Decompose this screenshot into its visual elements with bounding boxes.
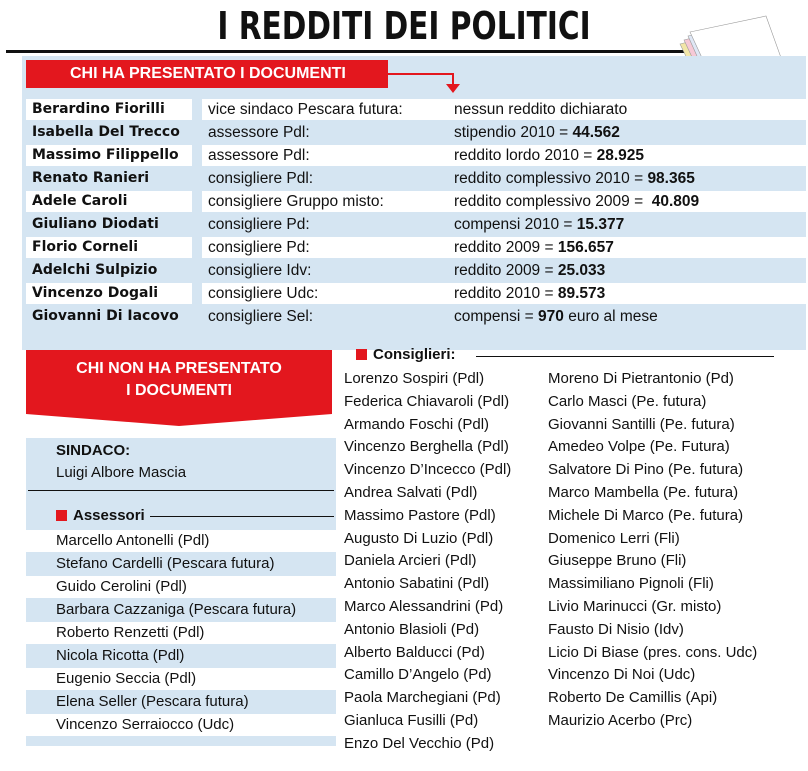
arrow-line (388, 73, 454, 75)
arrow-down-icon (446, 84, 460, 93)
politician-name (26, 237, 192, 258)
consiglieri-rule (476, 356, 774, 357)
income-cell (448, 122, 806, 143)
income-text: reddito complessivo 2009 = (454, 193, 652, 210)
income-value: 98.365 (647, 170, 695, 187)
income-text: reddito 2009 = (454, 239, 558, 256)
square-bullet-icon (56, 510, 67, 521)
table-row (26, 260, 786, 281)
not-presented-heading-line2: I DOCUMENTI (126, 382, 232, 399)
politician-role (202, 283, 460, 304)
name-text: Berardino Fiorilli (32, 101, 165, 117)
list-item: Massimo Pastore (Pdl) (344, 506, 496, 524)
income-value: 25.033 (557, 262, 606, 279)
table-row (26, 122, 786, 143)
role-text: consigliere Pd: (208, 239, 310, 256)
list-item: Fausto Di Nisio (Idv) (548, 620, 684, 638)
not-presented-heading (26, 350, 332, 414)
list-item: Roberto De Camillis (Api) (548, 689, 718, 707)
not-presented-heading-line1: CHI NON HA PRESENTATO (76, 360, 282, 377)
income-value: 970 (538, 308, 564, 325)
politician-role (202, 168, 460, 189)
list-item: Guido Cerolini (Pdl) (26, 576, 336, 599)
politician-name (26, 122, 192, 143)
name-text: Renato Ranieri (32, 170, 150, 186)
list-item: Armando Foschi (Pdl) (344, 415, 490, 433)
name-text: Isabella Del Trecco (32, 124, 180, 140)
name-text: Giuliano Diodati (32, 216, 159, 232)
list-item: Daniela Arcieri (Pdl) (344, 552, 477, 570)
politician-role (202, 145, 460, 166)
politician-role (202, 306, 460, 327)
politician-role (202, 237, 460, 258)
list-item: Marco Mambella (Pe. futura) (548, 483, 739, 501)
table-row (26, 214, 786, 235)
list-item: Moreno Di Pietrantonio (Pd) (548, 370, 734, 387)
sindaco-label: SINDACO: (56, 442, 131, 459)
income-text: reddito 2010 = (454, 285, 558, 302)
politician-name (26, 214, 192, 235)
role-text: assessore Pdl: (208, 147, 310, 164)
politician-name (26, 168, 192, 189)
assessori-rule (150, 516, 334, 517)
assessori-list (26, 530, 336, 737)
square-bullet-icon (356, 349, 367, 360)
role-text: consigliere Pd: (208, 216, 310, 233)
income-cell (448, 145, 806, 166)
list-item: Maurizio Acerbo (Prc) (548, 711, 693, 729)
consiglieri-column-1 (344, 368, 511, 756)
income-cell (448, 214, 806, 235)
list-item: Roberto Renzetti (Pdl) (26, 622, 336, 645)
list-item: Paola Marchegiani (Pd) (344, 689, 501, 707)
list-item: Marcello Antonelli (Pdl) (26, 530, 336, 553)
list-item: Nicola Ricotta (Pdl) (26, 645, 336, 668)
presented-heading: CHI HA PRESENTATO I DOCUMENTI (26, 60, 388, 88)
income-suffix: euro al mese (563, 308, 658, 325)
list-item: Licio Di Biase (pres. cons. Udc) (548, 643, 758, 661)
list-item: Domenico Lerri (Fli) (548, 529, 680, 547)
list-item: Giuseppe Bruno (Fli) (548, 552, 687, 570)
assessori-heading (56, 507, 145, 524)
income-value: 156.657 (557, 239, 614, 256)
politician-role (202, 260, 460, 281)
assessori-label: Assessori (73, 507, 145, 524)
politician-name (26, 306, 192, 327)
income-text: reddito lordo 2010 = (454, 147, 597, 164)
income-text: stipendio 2010 = (454, 124, 573, 141)
name-text: Massimo Filippello (32, 147, 179, 163)
income-text: reddito 2009 = (454, 262, 558, 279)
income-value: 44.562 (572, 124, 620, 141)
income-cell (448, 237, 806, 258)
role-text: consigliere Sel: (208, 308, 314, 325)
income-cell (448, 168, 806, 189)
income-cell (448, 191, 806, 212)
income-text: compensi 2010 = (454, 216, 577, 233)
table-row (26, 306, 786, 327)
consiglieri-label: Consiglieri: (373, 346, 456, 363)
list-item: Barbara Cazzaniga (Pescara futura) (26, 599, 336, 622)
income-cell (448, 306, 806, 327)
list-item: Augusto Di Luzio (Pdl) (344, 529, 494, 547)
income-value: 28.925 (596, 147, 645, 164)
list-item: Antonio Blasioli (Pd) (344, 620, 480, 638)
list-item: Giovanni Santilli (Pe. futura) (548, 415, 735, 433)
income-cell (448, 260, 806, 281)
name-text: Adelchi Sulpizio (32, 262, 158, 278)
income-value: 40.809 (651, 193, 700, 210)
table-row (26, 145, 786, 166)
table-row (26, 168, 786, 189)
list-item: Vincenzo Berghella (Pdl) (344, 438, 509, 456)
income-text: reddito complessivo 2010 = (454, 170, 648, 187)
politician-role (202, 99, 460, 120)
table-row (26, 283, 786, 304)
politician-name (26, 99, 192, 120)
list-item: Salvatore Di Pino (Pe. futura) (548, 461, 744, 479)
role-text: consigliere Gruppo misto: (208, 193, 384, 210)
sindaco-name: Luigi Albore Mascia (56, 464, 187, 481)
list-item: Vincenzo Di Noi (Udc) (548, 666, 696, 684)
politician-name (26, 145, 192, 166)
list-item: Antonio Sabatini (Pdl) (344, 575, 490, 593)
list-item: Elena Seller (Pescara futura) (26, 691, 336, 714)
income-text: compensi = (454, 308, 539, 325)
name-text: Adele Caroli (32, 193, 128, 209)
role-text: assessore Pdl: (208, 124, 310, 141)
list-item: Massimiliano Pignoli (Fli) (548, 575, 714, 593)
politician-role (202, 122, 460, 143)
title-rule (6, 50, 686, 53)
name-text: Florio Corneli (32, 239, 139, 255)
list-item: Eugenio Seccia (Pdl) (26, 668, 336, 691)
heading-arrow-tip (26, 414, 332, 426)
income-cell (448, 99, 806, 120)
list-item: Amedeo Volpe (Pe. Futura) (548, 438, 730, 456)
list-item: Gianluca Fusilli (Pd) (344, 711, 479, 729)
politician-role (202, 214, 460, 235)
politician-name (26, 283, 192, 304)
page-title: I REDDITI DEI POLITICI (217, 4, 591, 48)
politician-role (202, 191, 460, 212)
name-text: Vincenzo Dogali (32, 285, 159, 301)
list-item: Camillo D’Angelo (Pd) (344, 666, 492, 684)
role-text: vice sindaco Pescara futura: (208, 101, 403, 118)
list-item: Michele Di Marco (Pe. futura) (548, 506, 744, 524)
list-item: Lorenzo Sospiri (Pdl) (344, 370, 485, 387)
list-item: Alberto Balducci (Pd) (344, 643, 485, 661)
list-item: Enzo Del Vecchio (Pd) (344, 734, 495, 752)
consiglieri-column-2 (548, 368, 757, 733)
politician-name (26, 260, 192, 281)
divider (28, 490, 334, 491)
list-item: Vincenzo Serraiocco (Udc) (26, 714, 336, 737)
income-value: 89.573 (557, 285, 606, 302)
list-item: Stefano Cardelli (Pescara futura) (26, 553, 336, 576)
list-item: Livio Marinucci (Gr. misto) (548, 597, 722, 615)
list-item: Vincenzo D’Incecco (Pdl) (344, 461, 512, 479)
income-value: 15.377 (576, 216, 625, 233)
role-text: consigliere Idv: (208, 262, 312, 279)
list-item: Andrea Salvati (Pdl) (344, 483, 478, 501)
politician-name (26, 191, 192, 212)
table-row (26, 237, 786, 258)
list-item: Carlo Masci (Pe. futura) (548, 392, 707, 410)
income-text: nessun reddito dichiarato (454, 101, 628, 118)
name-text: Giovanni Di Iacovo (32, 308, 179, 324)
role-text: consigliere Pdl: (208, 170, 314, 187)
income-cell (448, 283, 806, 304)
role-text: consigliere Udc: (208, 285, 319, 302)
table-row (26, 99, 786, 120)
consiglieri-heading (356, 346, 456, 363)
table-row (26, 191, 786, 212)
list-item: Marco Alessandrini (Pd) (344, 597, 504, 615)
list-item: Federica Chiavaroli (Pdl) (344, 392, 510, 410)
